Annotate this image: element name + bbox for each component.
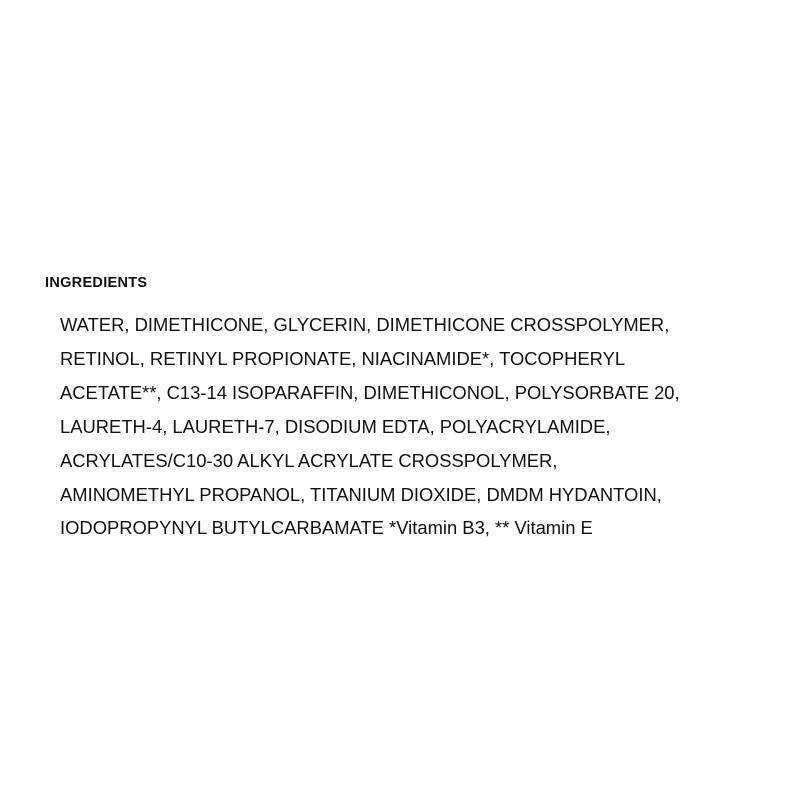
ingredients-line: WATER, DIMETHICONE, GLYCERIN, DIMETHICONE CROSSPOLYMER, xyxy=(60,314,670,335)
ingredients-heading: INGREDIENTS xyxy=(45,275,148,291)
ingredients-line: AMINOMETHYL PROPANOL, TITANIUM DIOXIDE, DMDM HYDANTOIN, xyxy=(60,483,662,505)
ingredients-panel xyxy=(45,274,765,545)
ingredients-line: ACETATE**, C13-14 ISOPARAFFIN, DIMETHICONOL, POLYSORBATE 20, xyxy=(60,381,680,403)
ingredients-line: RETINOL, RETINYL PROPIONATE, NIACINAMIDE*, TOCOPHERYL xyxy=(60,347,626,369)
ingredients-line: IODOPROPYNYL BUTYLCARBAMATE *Vitamin B3, ** Vitamin E xyxy=(60,517,593,539)
ingredients-line: ACRYLATES/C10-30 ALKYL ACRYLATE CROSSPOLYMER, xyxy=(60,449,558,471)
ingredients-line: LAURETH-4, LAURETH-7, DISODIUM EDTA, POLYACRYLAMIDE, xyxy=(60,415,611,437)
ingredients-list xyxy=(45,308,765,545)
